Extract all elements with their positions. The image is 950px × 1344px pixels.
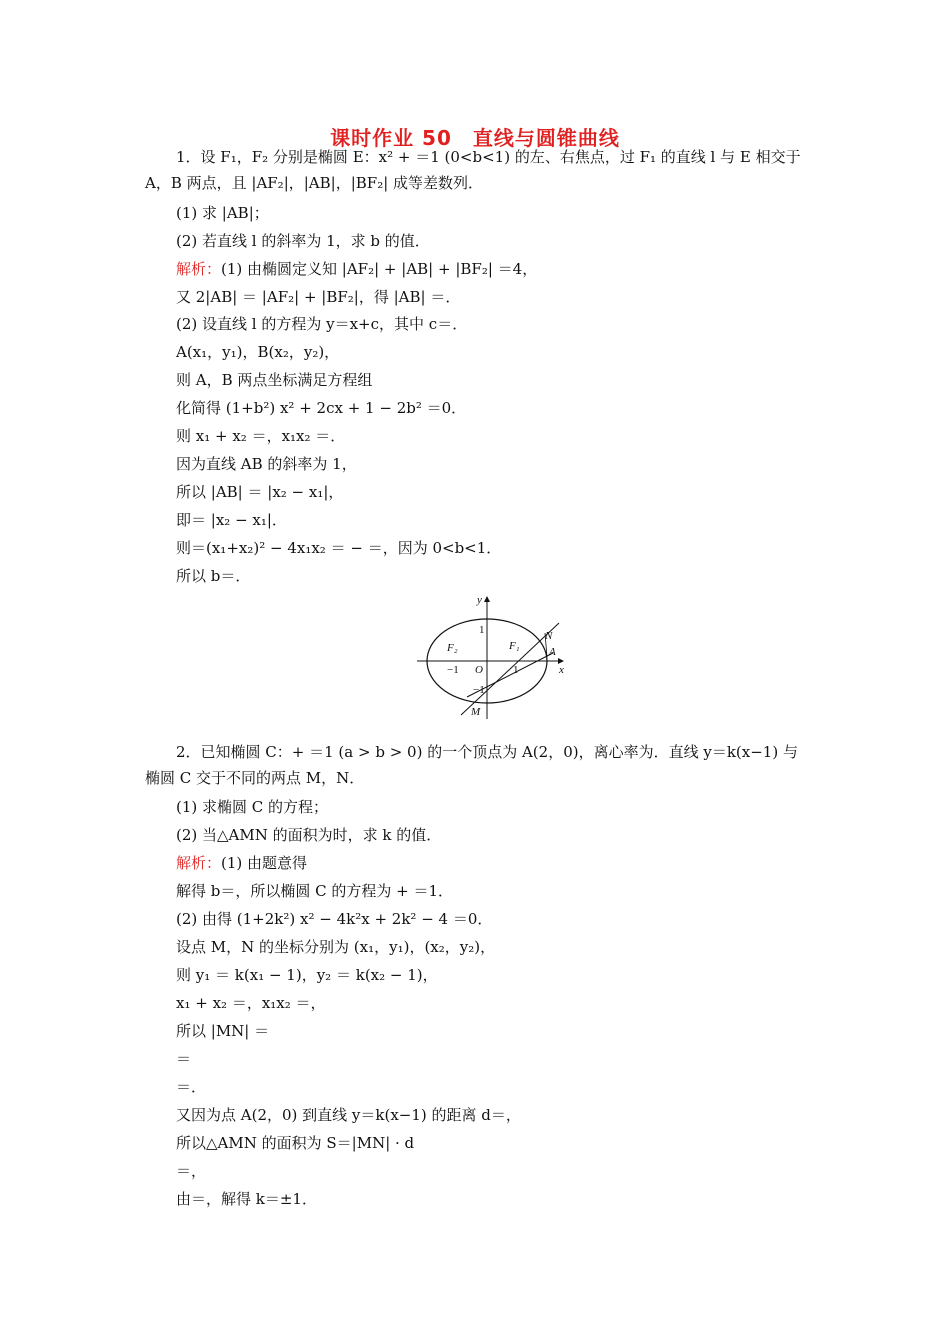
problem1-solution-line4: A(x₁，y₁)，B(x₂，y₂)，	[176, 343, 340, 361]
problem2-solution-line12: ＝，	[176, 1162, 207, 1180]
problem2-solution-line4: 设点 M，N 的坐标分别为 (x₁，y₁)，(x₂，y₂)，	[176, 938, 496, 956]
label-f2: F₂	[447, 642, 458, 654]
tick-1-top: 1	[479, 624, 485, 636]
problem1-solution-line2: 又 2|AB| ＝ |AF₂| + |BF₂|，得 |AB| ＝．	[176, 288, 461, 306]
problem1-solution-line6: 化简得 (1+b²) x² + 2cx + 1 − 2b² ＝0．	[176, 399, 467, 417]
tick-neg1-bottom: −1	[473, 684, 485, 696]
y-axis-label: y	[477, 594, 482, 606]
problem2-solution-line9: ＝．	[176, 1078, 207, 1096]
label-m: M	[471, 706, 481, 718]
problem2-solution-line8: ＝	[176, 1050, 192, 1068]
problem1-question2: (2) 若直线 l 的斜率为 1，求 b 的值．	[176, 232, 430, 250]
problem2-solution-line3: (2) 由得 (1+2k²) x² − 4k²x + 2k² − 4 ＝0．	[176, 910, 493, 928]
problem1-solution-line3: (2) 设直线 l 的方程为 y＝x+c，其中 c＝．	[176, 315, 468, 333]
problem2-solution-line7: 所以 |MN| ＝	[176, 1022, 270, 1040]
tick-neg1-left: −1	[447, 664, 459, 676]
problem1-solution-line9: 所以 |AB| ＝ |x₂ − x₁|，	[176, 483, 344, 501]
label-f1: F₁	[509, 640, 520, 652]
problem2-question2: (2) 当△AMN 的面积为时，求 k 的值．	[176, 826, 442, 844]
problem2-solution-line1	[176, 852, 307, 874]
problem1-solution-line7: 则 x₁ + x₂ ＝，x₁x₂ ＝．	[176, 427, 346, 445]
problem2-solution-line2: 解得 b＝，所以椭圆 C 的方程为 + ＝1．	[176, 882, 454, 900]
x-axis-label: x	[559, 664, 564, 676]
problem1-solution-line12: 所以 b＝．	[176, 567, 251, 585]
label-a: A	[549, 646, 556, 658]
problem1-solution-line11: 则＝(x₁+x₂)² − 4x₁x₂ ＝ − ＝，因为 0<b<1．	[176, 539, 502, 557]
solution-label: 解析：	[176, 854, 222, 872]
label-origin: O	[475, 664, 483, 676]
problem1-solution-line1	[176, 258, 537, 280]
problem2-line1: 2．已知椭圆 C：+ ＝1 (a > b > 0) 的一个顶点为 A(2，0)，离心率为．直线 y＝k(x−1) 与	[176, 743, 798, 761]
ellipse-figure	[415, 593, 567, 721]
page-title: 课时作业 50 直线与圆锥曲线	[330, 126, 620, 150]
problem1-line2: A，B 两点，且 |AF₂|，|AB|，|BF₂| 成等差数列．	[145, 174, 484, 192]
solution-text: (1) 由题意得	[221, 854, 308, 872]
problem2-solution-line11: 所以△AMN 的面积为 S＝|MN| · d	[176, 1134, 415, 1152]
problem2-line2: 椭圆 C 交于不同的两点 M，N．	[145, 769, 365, 787]
solution-label: 解析：	[176, 260, 222, 278]
label-n: N	[545, 630, 553, 642]
problem2-question1: (1) 求椭圆 C 的方程；	[176, 798, 329, 816]
problem1-solution-line8: 因为直线 AB 的斜率为 1，	[176, 455, 357, 473]
problem1-solution-line5: 则 A，B 两点坐标满足方程组	[176, 371, 373, 389]
problem1-question1: (1) 求 |AB|；	[176, 204, 269, 222]
problem2-solution-line13: 由＝，解得 k＝±1．	[176, 1190, 317, 1208]
tick-1-right: 1	[513, 664, 519, 676]
problem1-line1: 1．设 F₁，F₂ 分别是椭圆 E：x² + ＝1 (0<b<1) 的左、右焦点，过 F₁ 的直线 l 与 E 相交于	[176, 148, 801, 166]
problem1-solution-line10: 即＝ |x₂ − x₁|．	[176, 511, 287, 529]
solution-text: (1) 由椭圆定义知 |AF₂| + |AB| + |BF₂| ＝4，	[221, 260, 538, 278]
problem2-solution-line10: 又因为点 A(2，0) 到直线 y＝k(x−1) 的距离 d＝，	[176, 1106, 521, 1124]
problem2-solution-line6: x₁ + x₂ ＝，x₁x₂ ＝，	[176, 994, 326, 1012]
problem2-solution-line5: 则 y₁ ＝ k(x₁ − 1)，y₂ ＝ k(x₂ − 1)，	[176, 966, 438, 984]
